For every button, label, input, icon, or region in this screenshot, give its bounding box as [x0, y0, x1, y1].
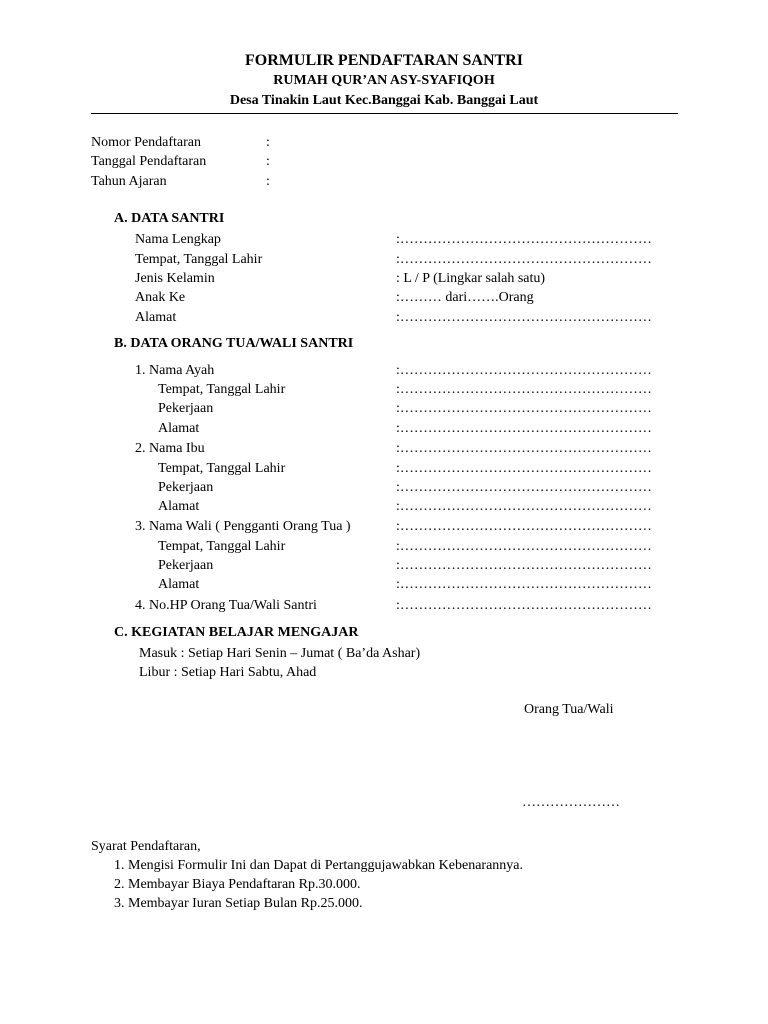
mother-name-label: 2. Nama Ibu — [135, 441, 205, 456]
santri-child-order-label: Anak Ke — [135, 290, 186, 305]
signature-label: Orang Tua/Wali — [524, 702, 614, 717]
guardian-address-field[interactable]: :……………………………………………… — [396, 577, 652, 592]
schedule-in: Masuk : Setiap Hari Senin – Jumat ( Ba’da Ashar) — [139, 646, 421, 661]
mother-birth-label: Tempat, Tanggal Lahir — [158, 461, 286, 476]
santri-birth-field[interactable]: :……………………………………………… — [396, 252, 652, 267]
mother-birth-field[interactable]: :……………………………………………… — [396, 461, 652, 476]
father-birth-label: Tempat, Tanggal Lahir — [158, 382, 286, 397]
father-name-label: 1. Nama Ayah — [135, 363, 215, 378]
requirement-item: 3. Membayar Iuran Setiap Bulan Rp.25.000. — [114, 896, 363, 911]
requirements-heading: Syarat Pendaftaran, — [91, 839, 201, 854]
father-job-field[interactable]: :……………………………………………… — [396, 401, 652, 416]
requirement-item: 1. Mengisi Formulir Ini dan Dapat di Pertanggujawabkan Kebenarannya. — [114, 858, 524, 873]
mother-job-label: Pekerjaan — [158, 480, 214, 495]
requirement-item: 2. Membayar Biaya Pendaftaran Rp.30.000. — [114, 877, 361, 892]
academic-year-label: Tahun Ajaran — [91, 174, 167, 189]
section-b-heading: B. DATA ORANG TUA/WALI SANTRI — [114, 336, 354, 351]
registration-number-label: Nomor Pendaftaran — [91, 135, 202, 150]
parent-phone-field[interactable]: :……………………………………………… — [396, 598, 652, 613]
guardian-name-field[interactable]: :……………………………………………… — [396, 519, 652, 534]
parent-phone-label: 4. No.HP Orang Tua/Wali Santri — [135, 598, 317, 613]
santri-gender-field[interactable]: : L / P (Lingkar salah satu) — [396, 271, 546, 286]
registration-date-label: Tanggal Pendaftaran — [91, 154, 207, 169]
institution-address: Desa Tinakin Laut Kec.Banggai Kab. Banggai Laut — [229, 93, 539, 108]
guardian-job-label: Pekerjaan — [158, 558, 214, 573]
section-c-heading: C. KEGIATAN BELAJAR MENGAJAR — [114, 625, 359, 640]
mother-address-label: Alamat — [158, 499, 200, 514]
santri-full-name-field[interactable]: :……………………………………………… — [396, 232, 652, 247]
mother-name-field[interactable]: :……………………………………………… — [396, 441, 652, 456]
santri-birth-label: Tempat, Tanggal Lahir — [135, 252, 263, 267]
institution-name: RUMAH QUR’AN ASY-SYAFIQOH — [273, 73, 495, 88]
father-name-field[interactable]: :……………………………………………… — [396, 363, 652, 378]
mother-address-field[interactable]: :……………………………………………… — [396, 499, 652, 514]
section-a-heading: A. DATA SANTRI — [114, 211, 225, 226]
guardian-name-label: 3. Nama Wali ( Pengganti Orang Tua ) — [135, 519, 351, 534]
father-job-label: Pekerjaan — [158, 401, 214, 416]
santri-address-label: Alamat — [135, 310, 177, 325]
signature-line[interactable]: ………………… — [522, 795, 620, 810]
father-address-field[interactable]: :……………………………………………… — [396, 421, 652, 436]
registration-date-colon: : — [266, 154, 270, 169]
father-birth-field[interactable]: :……………………………………………… — [396, 382, 652, 397]
guardian-birth-field[interactable]: :……………………………………………… — [396, 539, 652, 554]
guardian-birth-label: Tempat, Tanggal Lahir — [158, 539, 286, 554]
guardian-job-field[interactable]: :……………………………………………… — [396, 558, 652, 573]
registration-number-colon: : — [266, 135, 270, 150]
schedule-off: Libur : Setiap Hari Sabtu, Ahad — [139, 665, 317, 680]
santri-gender-label: Jenis Kelamin — [135, 271, 215, 286]
santri-full-name-label: Nama Lengkap — [135, 232, 221, 247]
santri-child-order-field[interactable]: :……… dari…….Orang — [396, 290, 534, 305]
form-title: FORMULIR PENDAFTARAN SANTRI — [245, 52, 523, 69]
father-address-label: Alamat — [158, 421, 200, 436]
santri-address-field[interactable]: :……………………………………………… — [396, 310, 652, 325]
guardian-address-label: Alamat — [158, 577, 200, 592]
header-divider — [91, 113, 678, 114]
academic-year-colon: : — [266, 174, 270, 189]
mother-job-field[interactable]: :……………………………………………… — [396, 480, 652, 495]
